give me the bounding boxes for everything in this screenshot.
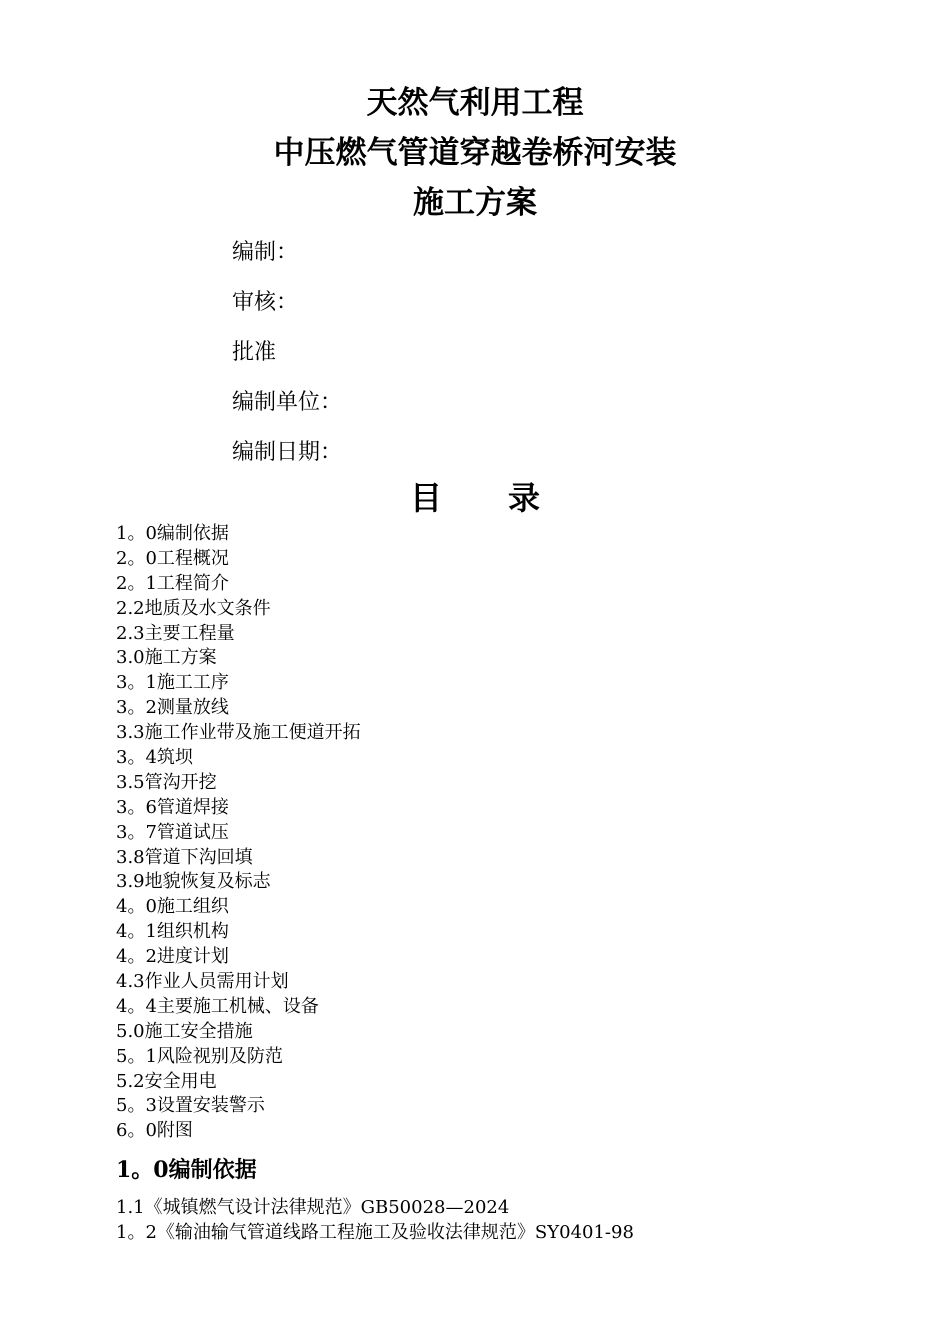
toc-item: 4.3作业人员需用计划 xyxy=(116,971,289,993)
toc-item: 6。0附图 xyxy=(116,1120,193,1142)
section-heading: 1。0编制依据 xyxy=(116,1157,257,1183)
toc-item: 4。2进度计划 xyxy=(116,946,229,968)
toc-heading-left: 目 xyxy=(409,479,442,517)
toc-item: 2。1工程简介 xyxy=(116,572,229,594)
toc-item: 4。4主要施工机械、设备 xyxy=(116,995,319,1017)
reference-list xyxy=(116,1195,634,1245)
toc-heading-right: 录 xyxy=(508,479,541,517)
toc-item: 3.9地貌恢复及标志 xyxy=(116,871,271,893)
toc-item: 2.2地质及水文条件 xyxy=(116,597,271,619)
signoff-block xyxy=(232,228,342,478)
toc-item: 3.5管沟开挖 xyxy=(116,771,217,793)
toc-item: 3.0施工方案 xyxy=(116,647,217,669)
toc-item: 3。2测量放线 xyxy=(116,697,229,719)
toc-item: 4。1组织机构 xyxy=(116,921,229,943)
toc-item: 5.0施工安全措施 xyxy=(116,1020,253,1042)
document-title xyxy=(0,78,950,228)
title-line-2: 中压燃气管道穿越卷桥河安装 xyxy=(273,135,677,171)
toc-item: 2.3主要工程量 xyxy=(116,622,235,644)
reference-item: 1。2《输油输气管道线路工程施工及验收法律规范》SY0401-98 xyxy=(116,1222,634,1243)
compile-date-label: 编制日期： xyxy=(232,440,343,465)
toc-heading xyxy=(0,476,950,520)
compiled-by-label: 编制： xyxy=(232,240,299,265)
table-of-contents xyxy=(116,522,361,1144)
toc-item: 3.3施工作业带及施工便道开拓 xyxy=(116,722,361,744)
toc-item: 5。1风险视别及防范 xyxy=(116,1045,283,1067)
toc-item: 3。4筑坝 xyxy=(116,747,193,769)
toc-item: 3.8管道下沟回填 xyxy=(116,846,253,868)
title-line-3: 施工方案 xyxy=(413,185,537,221)
approved-by-label: 批准 xyxy=(232,340,277,365)
toc-item: 5.2安全用电 xyxy=(116,1070,217,1092)
reference-item: 1.1《城镇燃气设计法律规范》GB50028—2024 xyxy=(116,1197,510,1218)
toc-item: 1。0编制依据 xyxy=(116,523,229,544)
title-line-1: 天然气利用工程 xyxy=(366,85,584,121)
toc-item: 3。7管道试压 xyxy=(116,821,229,843)
toc-item: 2。0工程概况 xyxy=(116,547,229,569)
reviewed-by-label: 审核： xyxy=(232,290,299,315)
toc-item: 3。6管道焊接 xyxy=(116,796,229,818)
toc-item: 3。1施工工序 xyxy=(116,672,229,694)
compiling-unit-label: 编制单位： xyxy=(232,390,343,415)
toc-item: 5。3设置安装警示 xyxy=(116,1095,265,1117)
toc-item: 4。0施工组织 xyxy=(116,896,229,918)
